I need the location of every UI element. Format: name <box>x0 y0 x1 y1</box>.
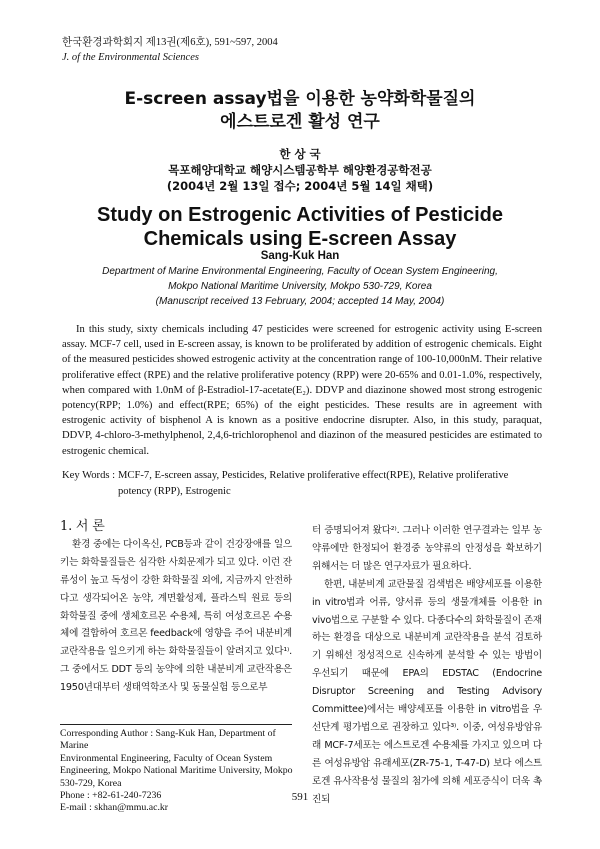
intro-paragraph-1: 환경 중에는 다이옥신, PCB등과 같이 건강장애를 일으키는 화학물질들은 심각한 사회문제가 되고 있다. 이런 잔류성이 높고 독성이 강한 화학물질 외에, 지금까지 안전하다고 생각되어온 농약, 계면활성제, 플라스틱 원료 등의 화학물질 중에 생체호르몬 수용체, 특히 여성호르몬 수용체에 결합하여 호르몬 feedback에 영향을 주어 내분비계 교란작용을 일으키게 하는 화학물질들이 알려지고 있다¹⁾. 그 중에서도 DDT 등의 농약에 의한 내분비계 교란작용은 1950년대부터 생태역학조사 및 동물실험 등으로부 <box>60 538 292 694</box>
keywords-value: MCF-7, E-screen assay, Pesticides, Relative proliferative effect(RPE), Relative proliferative potency (RPP), Estrogenic <box>118 470 509 497</box>
korean-title-line1: E-screen assay법을 이용한 농약화학물질의 <box>124 89 476 109</box>
abstract: In this study, sixty chemicals including 47 pesticides were screened for estrogenic activity using E-screen assay. MCF-7 cell, used in E-screen assay, is known to be proliferated by addition of estrogenic chemicals. Eight of the measured pesticides showed estrogenic activity at the concentration range of 100-10,000nM. Their relative proliferative effect (RPE) and the relative proliferative potency (RPP) were 20-65% and 0.01-1.0%, respectively, when compared with 1.0nM of β-Estradiol-17-acetate(E₂). DDVP and diazinone showed most strong estrogenic potency(RPP; 1.0%) and effect(RPE; 65%) of the eight pesticides. These results are in agreement with estrogenic activity of bisphenol A is known as a positive endocrine disrupter. Also, in this study, paraquat, DDVP, 4-chloro-3-methylphenol, 2,4,6-trichlorophenol and diazinon of the measured pesticides are estimated to estrogenic chemical. <box>62 324 542 457</box>
english-affiliation-line2: Mokpo National Maritime University, Mokpo 530-729, Korea <box>168 281 432 292</box>
keywords-label: Key Words : <box>62 470 116 481</box>
page-number: 591 <box>291 791 309 803</box>
corresponding-line-3: Engineering, Mokpo National Maritime University, Mokpo <box>60 765 293 777</box>
english-title-line1: Study on Estrogenic Activities of Pesticide <box>96 204 503 226</box>
journal-header-korean: 한국환경과학회지 제13권(제6호), 591~597, 2004 <box>62 37 278 48</box>
korean-title-line2: 에스트로겐 활성 연구 <box>220 112 380 132</box>
english-affiliation-line1: Department of Marine Environmental Engineering, Faculty of Ocean System Engineering, <box>102 266 498 277</box>
intro-paragraph-continued: 터 증명되어져 왔다²⁾. 그러나 이러한 연구결과는 일부 농약류에만 한정되어 환경중 농약류의 안정성을 확보하기 위해서는 더 많은 연구자료가 필요하다. <box>312 525 542 572</box>
footnote-divider <box>60 724 292 725</box>
corresponding-line-1: Corresponding Author : Sang-Kuk Han, Department of Marine <box>60 728 276 752</box>
intro-paragraph-2: 한편, 내분비계 교란물질 검색법은 배양세포를 이용한 in vitro법과 어류, 양서류 등의 생물개체를 이용한 in vivo법으로 구분할 수 있다. 다종다수의 화학물질이 존재하는 환경을 대상으로 내분비계 교란작용을 분석 검토하기 위해선 정성적으로 신속하게 분석할 수 있는 방법이 우선되기 때문에 EPA의 EDSTAC (Endocrine Disruptor Screening and Testing Advisory Committee)에서는 배양세포를 이용한 in vitro법을 우선단계 평가법으로 권장하고 있다³⁾. 이중, 여성유방암유래 MCF-7세포는 에스트로겐 수용체를 가지고 있으며 다른 여성유방암 유래세포(ZR-75-1, T-47-D) 보다 에스트로겐 유사작용성 물질의 첨가에 의해 세포증식이 더욱 촉진되 <box>312 578 542 805</box>
korean-received-date: (2004년 2월 13일 접수; 2004년 5월 14일 채택) <box>166 179 434 193</box>
section-heading-introduction: 1. 서 론 <box>60 519 105 534</box>
keywords <box>62 468 542 499</box>
corresponding-line-2: Environmental Engineering, Faculty of Ocean System <box>60 752 273 764</box>
left-column <box>60 518 292 697</box>
corresponding-phone: Phone : +82-61-240-7236 <box>60 790 162 802</box>
korean-affiliation: 목포해양대학교 해양시스템공학부 해양환경공학전공 <box>168 163 432 177</box>
english-title-line2: Chemicals using E-screen Assay <box>143 228 457 250</box>
manuscript-dates: (Manuscript received 13 February, 2004; accepted 14 May, 2004) <box>155 296 445 307</box>
korean-author: 한 상 국 <box>279 147 321 161</box>
corresponding-line-4: 530-729, Korea <box>60 777 122 789</box>
journal-header-english: J. of the Environmental Sciences <box>62 52 199 63</box>
english-author: Sang-Kuk Han <box>260 250 340 262</box>
right-column <box>312 522 542 809</box>
corresponding-email: E-mail : skhan@mmu.ac.kr <box>60 802 169 814</box>
